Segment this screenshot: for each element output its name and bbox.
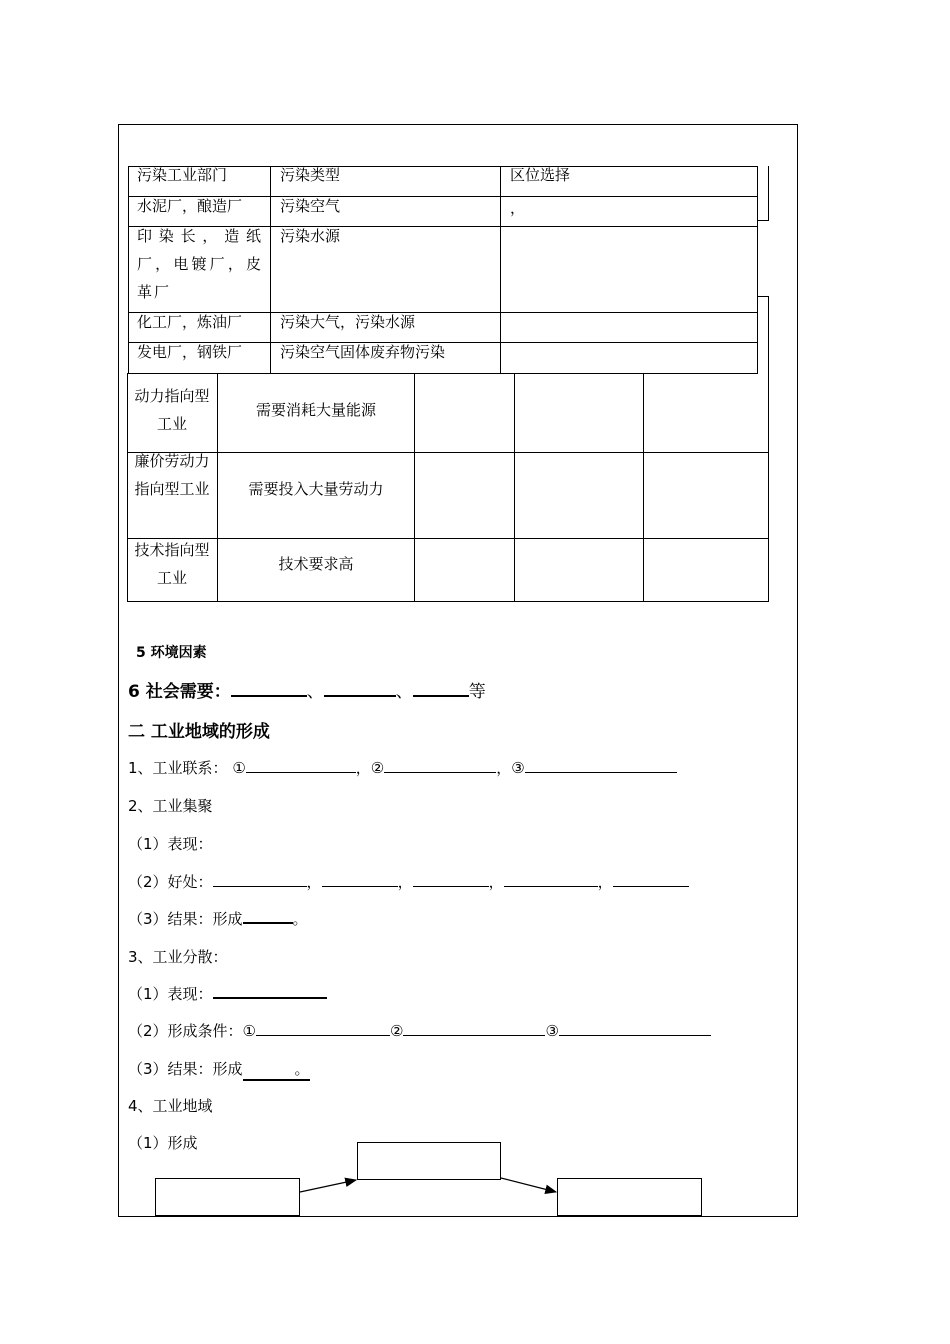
separator: 、 [306,682,324,702]
section-5: 5 环境因素 [136,645,207,661]
circle-2: ② [370,759,385,777]
circle-1: ① [232,759,246,777]
header-location: 区位选择 [510,166,571,184]
row4-industry: 发电厂，钢铁厂 [137,343,243,361]
q2-label: 2、工业集聚 [128,797,213,815]
orient-feature-2: 需要投入大量劳动力 [248,480,384,498]
orient-type-1: 动力指向型工业 [134,387,210,433]
row3-type: 污染大气，污染水源 [280,313,416,331]
circle-1: ① [242,1022,256,1040]
arrow-left-to-middle [300,1180,356,1192]
q4-label: 4、工业地域 [128,1097,213,1115]
row2-industry: 印染长，造纸厂，电镀厂，皮革厂 [137,227,263,301]
row1-industry: 水泥厂，酿造厂 [137,197,243,215]
circle-3: ③ [511,759,525,777]
comma: ， [306,873,322,891]
q4-a: （1）形成 [128,1134,198,1152]
suffix: 等 [468,682,486,702]
q2-b-label: （2）好处： [128,873,213,891]
q3-c-label: （3）结果：形成 [128,1060,243,1078]
header-industry: 污染工业部门 [137,166,228,184]
orient-type-2: 廉价劳动力指向型工业 [134,452,210,498]
part2-title: 二 工业地域的形成 [128,722,270,742]
period: 。 [294,1060,310,1078]
circle-2: ② [390,1022,404,1040]
row3-industry: 化工厂，炼油厂 [137,313,243,331]
row1-location: ， [510,199,526,217]
circle-3: ③ [545,1022,559,1040]
q2-c-label: （3）结果：形成 [128,910,243,928]
arrow-middle-to-right [501,1178,556,1192]
orient-feature-3: 技术要求高 [278,555,354,573]
comma: ， [355,759,371,777]
comma: ， [496,759,512,777]
q3-a-label: （1）表现： [128,985,213,1003]
period: 。 [292,910,308,928]
header-pollution-type: 污染类型 [280,166,341,184]
separator: 、 [395,682,413,702]
q3-b-label: （2）形成条件： [128,1022,243,1040]
row4-type: 污染空气固体废弃物污染 [280,343,446,361]
orient-feature-1: 需要消耗大量能源 [255,401,376,419]
q2-a: （1）表现： [128,835,213,853]
q1-label: 1、工业联系： [128,759,228,777]
section-6-label: 6 社会需要： [128,682,231,702]
q3-label: 3、工业分散： [128,948,228,966]
comma: ， [397,873,413,891]
row1-type: 污染空气 [280,197,341,215]
comma: ， [597,873,613,891]
comma: ， [488,873,504,891]
orient-type-3: 技术指向型工业 [134,541,210,587]
row2-type: 污染水源 [280,227,341,245]
